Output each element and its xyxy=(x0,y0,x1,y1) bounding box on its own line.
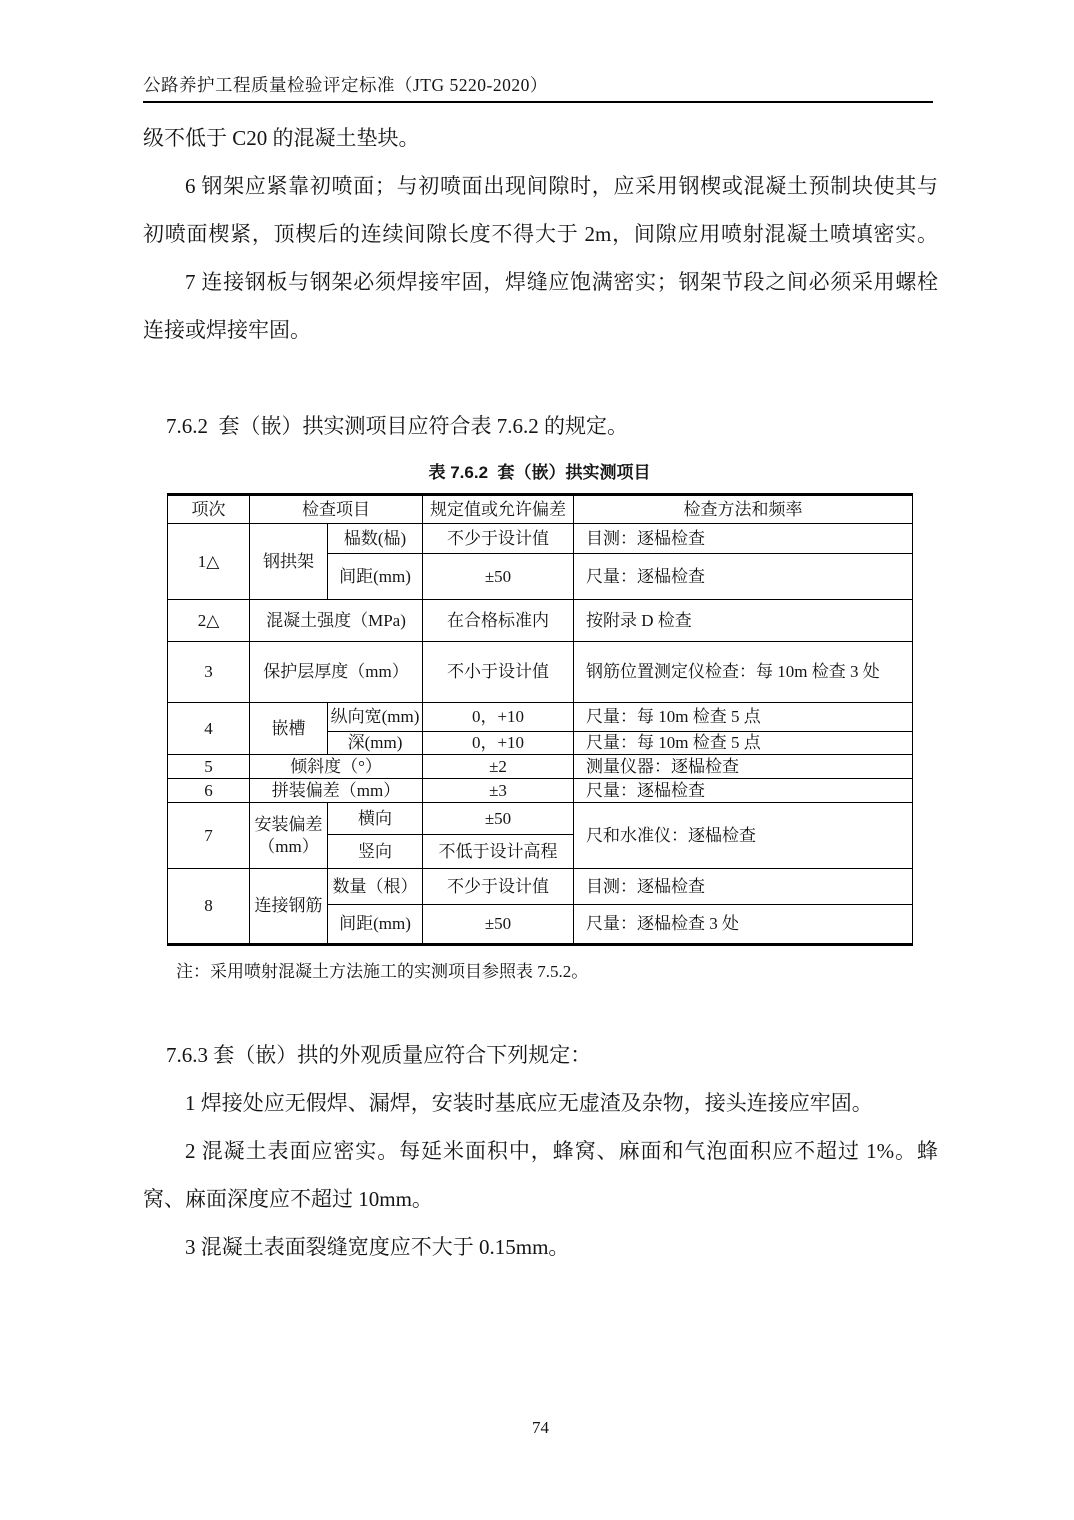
item7-line2: 连接或焊接牢固。 xyxy=(143,318,311,342)
header-cell-item: 项次 xyxy=(168,495,250,524)
cell-item: 7 xyxy=(168,803,250,869)
cell-spec: ±50 xyxy=(423,905,574,945)
cell-group: 嵌槽 xyxy=(250,703,328,755)
table-row xyxy=(168,869,913,905)
cell-group: 保护层厚度（mm） xyxy=(250,642,423,703)
paragraph-continuation-line: 级不低于 C20 的混凝土垫块。 xyxy=(143,126,420,150)
cell-sub: 深(mm) xyxy=(328,732,423,755)
section-763-block xyxy=(143,1031,938,1271)
item7-line1: 7 连接钢板与钢架必须焊接牢固，焊缝应饱满密实；钢架节段之间必须采用螺栓 xyxy=(185,270,938,294)
table-row xyxy=(168,642,913,703)
cell-method: 按附录 D 检查 xyxy=(574,600,913,642)
cell-spec: 在合格标准内 xyxy=(423,600,574,642)
table-row xyxy=(168,803,913,835)
body-text-top xyxy=(143,114,938,354)
running-head-title: 公路养护工程质量检验评定标准（JTG 5220-2020） xyxy=(143,75,548,95)
cell-item: 5 xyxy=(168,755,250,779)
cell-spec: 不少于设计值 xyxy=(423,869,574,905)
table-762 xyxy=(167,493,913,946)
cell-sub: 横向 xyxy=(328,803,423,835)
table-row xyxy=(168,755,913,779)
table-caption: 表 7.6.2 套（嵌）拱实测项目 xyxy=(428,463,651,482)
section-763-item3: 3 混凝土表面裂缝宽度应不大于 0.15mm。 xyxy=(185,1235,570,1259)
cell-item: 2△ xyxy=(168,600,250,642)
cell-sub: 榀数(榀) xyxy=(328,524,423,554)
cell-spec: ±3 xyxy=(423,779,574,803)
section-763-heading: 7.6.3 套（嵌）拱的外观质量应符合下列规定： xyxy=(166,1043,592,1067)
cell-method: 尺和水准仪：逐榀检查 xyxy=(574,803,913,869)
cell-item: 3 xyxy=(168,642,250,703)
section-763-item1: 1 焊接处应无假焊、漏焊，安装时基底应无虚渣及杂物，接头连接应牢固。 xyxy=(185,1091,873,1115)
cell-method: 目测：逐榀检查 xyxy=(574,869,913,905)
cell-group: 拼装偏差（mm） xyxy=(250,779,423,803)
table-row xyxy=(168,524,913,554)
cell-sub: 间距(mm) xyxy=(328,554,423,600)
cell-method: 测量仪器：逐榀检查 xyxy=(574,755,913,779)
cell-sub: 数量（根） xyxy=(328,869,423,905)
cell-spec: ±50 xyxy=(423,554,574,600)
cell-spec: ±50 xyxy=(423,803,574,835)
item6-line1: 6 钢架应紧靠初喷面；与初喷面出现间隙时，应采用钢楔或混凝土预制块使其与 xyxy=(185,174,938,198)
header-cell-spec: 规定值或允许偏差 xyxy=(423,495,574,524)
table-header-row xyxy=(168,495,913,524)
table-row xyxy=(168,703,913,732)
header-cell-method: 检查方法和频率 xyxy=(574,495,913,524)
cell-method: 尺量：逐榀检查 3 处 xyxy=(574,905,913,945)
cell-method: 尺量：逐榀检查 xyxy=(574,779,913,803)
section-763-item2-line2: 窝、麻面深度应不超过 10mm。 xyxy=(143,1187,433,1211)
cell-spec: 0，+10 xyxy=(423,703,574,732)
cell-method: 尺量：每 10m 检查 5 点 xyxy=(574,703,913,732)
cell-group: 混凝土强度（MPa) xyxy=(250,600,423,642)
cell-group: 倾斜度（°） xyxy=(250,755,423,779)
cell-item: 8 xyxy=(168,869,250,945)
cell-method: 目测：逐榀检查 xyxy=(574,524,913,554)
section-762-heading: 7.6.2 套（嵌）拱实测项目应符合表 7.6.2 的规定。 xyxy=(166,414,628,438)
section-762-heading-block xyxy=(143,412,938,440)
cell-sub: 竖向 xyxy=(328,835,423,869)
cell-spec: 0，+10 xyxy=(423,732,574,755)
cell-spec: 不低于设计高程 xyxy=(423,835,574,869)
cell-sub: 纵向宽(mm) xyxy=(328,703,423,732)
section-763-item2-line1: 2 混凝土表面应密实。每延米面积中，蜂窝、麻面和气泡面积应不超过 1%。蜂 xyxy=(185,1139,938,1163)
table-row xyxy=(168,600,913,642)
cell-group: 安装偏差（mm） xyxy=(250,803,328,869)
cell-spec: 不少于设计值 xyxy=(423,524,574,554)
cell-method: 尺量：每 10m 检查 5 点 xyxy=(574,732,913,755)
cell-spec: 不小于设计值 xyxy=(423,642,574,703)
cell-sub: 间距(mm) xyxy=(328,905,423,945)
cell-item: 1△ xyxy=(168,524,250,600)
cell-method: 尺量：逐榀检查 xyxy=(574,554,913,600)
cell-spec: ±2 xyxy=(423,755,574,779)
header-rule xyxy=(143,101,933,103)
header-cell-check: 检查项目 xyxy=(250,495,423,524)
cell-method: 钢筋位置测定仪检查：每 10m 检查 3 处 xyxy=(574,642,913,703)
cell-group: 钢拱架 xyxy=(250,524,328,600)
table-note: 注：采用喷射混凝土方法施工的实测项目参照表 7.5.2。 xyxy=(176,962,589,981)
table-row xyxy=(168,779,913,803)
cell-group: 连接钢筋 xyxy=(250,869,328,945)
item6-line2: 初喷面楔紧，顶楔后的连续间隙长度不得大于 2m，间隙应用喷射混凝土喷填密实。 xyxy=(143,222,938,246)
cell-item: 4 xyxy=(168,703,250,755)
page-number: 74 xyxy=(532,1418,549,1437)
cell-item: 6 xyxy=(168,779,250,803)
